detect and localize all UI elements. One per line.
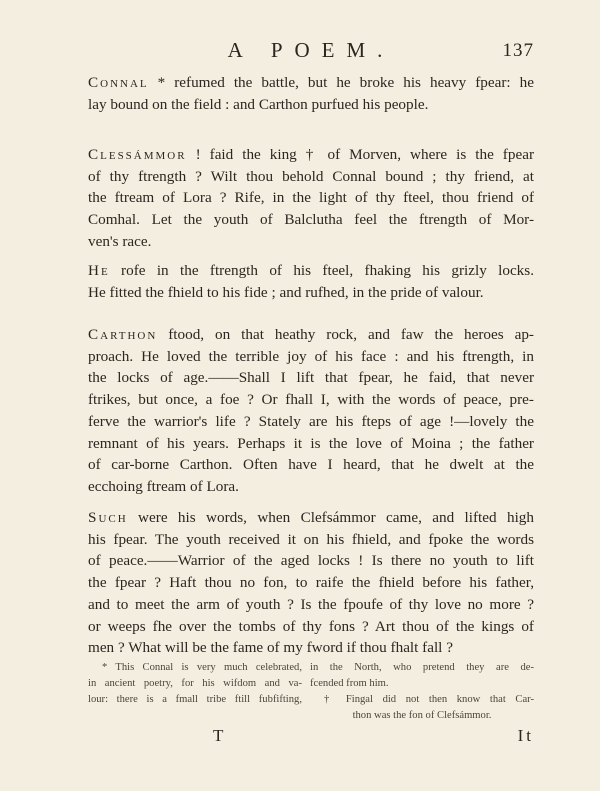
signature-mark: T	[213, 726, 224, 745]
running-head: A POEM.	[227, 38, 395, 62]
text-line: Connal * refumed the battle, but he broke his heavy fpear: he	[88, 74, 534, 91]
text-line: He fitted the fhield to his fide ; and rufhed, in the pride of valour.	[88, 283, 484, 301]
paragraph	[88, 72, 534, 115]
text-line: Comhal. Let the youth of Balclutha feel the ftrength of Mor-	[88, 211, 534, 229]
text-line: Carthon ftood, on that heathy rock, and faw the heroes ap-	[88, 326, 534, 343]
catchword-line	[88, 726, 534, 748]
text-line: of car-borne Carthon. Often have I heard, that he dwelt at the	[88, 456, 534, 474]
text-line: the ftream of Lora ? Rife, in the light of thy fteel, thou friend of	[88, 189, 534, 207]
footnote-line: fcended from him.	[310, 678, 389, 689]
text-line: proach. He loved the terrible joy of his face : and his ftrength, in	[88, 347, 534, 365]
footnote-line: † Fingal did not then know that Car-	[324, 694, 534, 705]
text-line: men ? What will be the fame of my fword if thou fhalt fall ?	[88, 639, 453, 657]
text-line: his fpear. The youth received it on his fhield, and fpoke the words	[88, 530, 534, 548]
paragraph	[88, 260, 534, 303]
catchword: It	[517, 726, 534, 745]
footnote-line: lour: there is a fmall tribe ftill fubfifting,	[88, 694, 302, 705]
footnote-line: in ancient poetry, for his wifdom and va-	[88, 678, 302, 689]
text-line: or weeps fhe over the tombs of thy fons ? Art thou of the kings of	[88, 617, 534, 635]
text-line: ftrikes, but once, a foe ? Or fhall I, with the words of peace, pre-	[88, 391, 534, 409]
text-line: Clessámmor ! faid the king † of Morven, where is the fpear	[88, 146, 534, 163]
page-number: 137	[502, 40, 534, 61]
text-line: remnant of his years. Perhaps it is the love of Moina ; the father	[88, 434, 534, 452]
footnote-line: in the North, who pretend they are de-	[310, 662, 534, 673]
text-line: He rofe in the ftrength of his fteel, fhaking his grizly locks.	[88, 262, 534, 279]
paragraph	[88, 144, 534, 253]
paragraph-lead-word: Clessámmor	[88, 146, 187, 163]
text-line: of thy ftrength ? Wilt thou behold Connal bound ; thy friend, at	[88, 167, 534, 185]
text-line: ven's race.	[88, 232, 152, 250]
text-line: the locks of age.——Shall I lift that fpear, he faid, that never	[88, 369, 534, 387]
text-line: lay bound on the field : and Carthon purfued his people.	[88, 95, 429, 113]
text-line: ecchoing ftream of Lora.	[88, 477, 239, 495]
paragraph-lead-word: Such	[88, 509, 128, 526]
footnote-line: * This Connal is very much celebrated,	[102, 662, 302, 673]
text-line: the fpear ? Haft thou no fon, to raife the fhield before his father,	[88, 574, 534, 592]
text-line: and to meet the arm of youth ? Is the fpoufe of thy love no more ?	[88, 595, 534, 613]
paragraph	[88, 324, 534, 498]
paragraph-lead-word: He	[88, 262, 110, 279]
footnote-line: thon was the fon of Clefsámmor.	[352, 710, 492, 721]
text-line: Such were his words, when Clefsámmor came, and lifted high	[88, 509, 534, 526]
footnote-column-right	[310, 660, 534, 724]
footnote-column-left	[88, 660, 302, 708]
text-line: of peace.——Warrior of the aged locks ! Is there no youth to lift	[88, 552, 534, 570]
text-line: ferve the warrior's life ? Stately are his fteps of age !—lovely the	[88, 412, 534, 430]
paragraph	[88, 507, 534, 659]
page-header	[88, 38, 534, 64]
paragraph-lead-word: Connal	[88, 74, 149, 91]
paragraph-lead-word: Carthon	[88, 326, 158, 343]
